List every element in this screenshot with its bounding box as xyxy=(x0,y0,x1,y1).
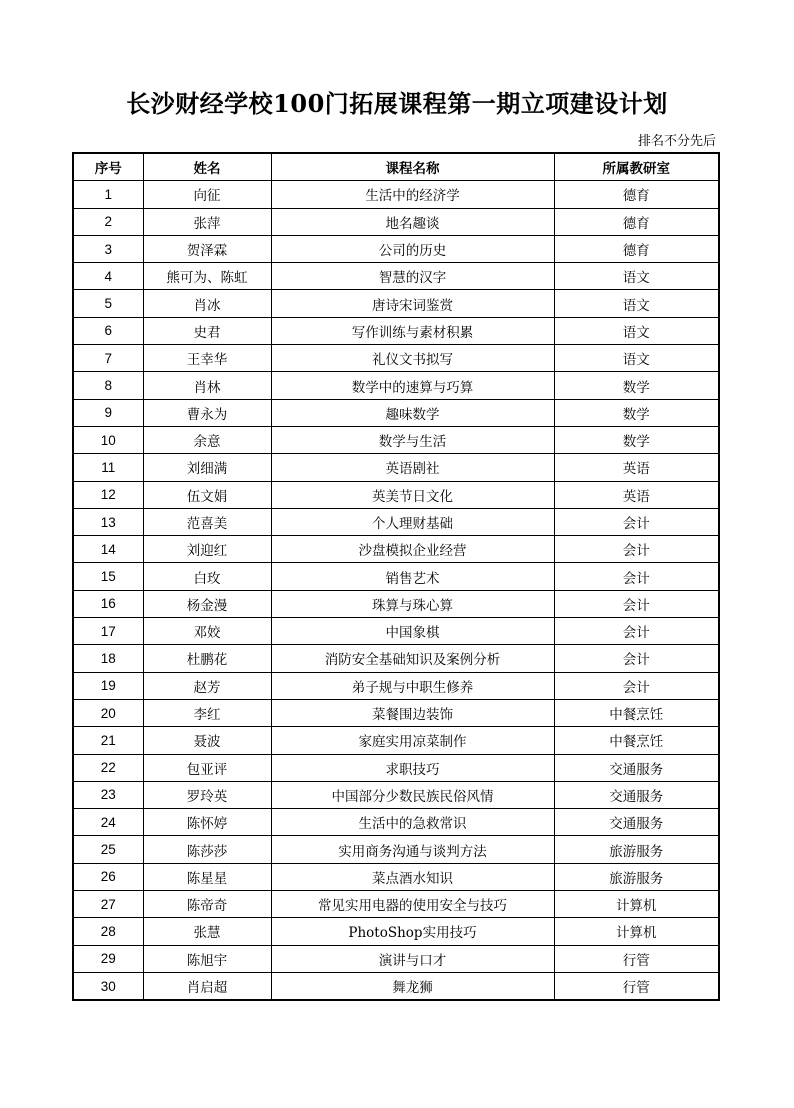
cell-department: 数学 xyxy=(554,426,719,453)
course-table xyxy=(72,152,720,1001)
cell-name: 肖冰 xyxy=(143,290,271,317)
table-row xyxy=(73,290,719,317)
cell-index: 3 xyxy=(73,235,143,262)
table-row xyxy=(73,235,719,262)
cell-course: 中国部分少数民族民俗风情 xyxy=(271,781,554,808)
cell-department: 计算机 xyxy=(554,891,719,918)
cell-name: 李红 xyxy=(143,699,271,726)
cell-index: 28 xyxy=(73,918,143,945)
table-header-row xyxy=(73,153,719,181)
cell-index: 26 xyxy=(73,863,143,890)
table-row xyxy=(73,481,719,508)
cell-name: 刘迎红 xyxy=(143,536,271,563)
cell-course: 菜点酒水知识 xyxy=(271,863,554,890)
cell-name: 张慧 xyxy=(143,918,271,945)
cell-index: 6 xyxy=(73,317,143,344)
cell-department: 会计 xyxy=(554,672,719,699)
cell-index: 16 xyxy=(73,590,143,617)
cell-index: 23 xyxy=(73,781,143,808)
table-row xyxy=(73,672,719,699)
cell-course: 写作训练与素材积累 xyxy=(271,317,554,344)
cell-index: 9 xyxy=(73,399,143,426)
table-row xyxy=(73,918,719,945)
cell-index: 12 xyxy=(73,481,143,508)
cell-index: 29 xyxy=(73,945,143,972)
cell-course: 英语剧社 xyxy=(271,454,554,481)
table-row xyxy=(73,208,719,235)
table-row xyxy=(73,891,719,918)
table-row xyxy=(73,263,719,290)
cell-index: 25 xyxy=(73,836,143,863)
table-row xyxy=(73,372,719,399)
table-row xyxy=(73,590,719,617)
cell-name: 曹永为 xyxy=(143,399,271,426)
cell-index: 15 xyxy=(73,563,143,590)
table-row xyxy=(73,508,719,535)
cell-course: 常见实用电器的使用安全与技巧 xyxy=(271,891,554,918)
table-row xyxy=(73,863,719,890)
cell-index: 2 xyxy=(73,208,143,235)
cell-course: 求职技巧 xyxy=(271,754,554,781)
cell-index: 1 xyxy=(73,181,143,208)
cell-course: 数学与生活 xyxy=(271,426,554,453)
cell-department: 数学 xyxy=(554,372,719,399)
cell-department: 会计 xyxy=(554,563,719,590)
cell-course: 菜餐围边装饰 xyxy=(271,699,554,726)
cell-course: 公司的历史 xyxy=(271,235,554,262)
cell-department: 行管 xyxy=(554,972,719,1000)
cell-name: 肖启超 xyxy=(143,972,271,1000)
cell-department: 交通服务 xyxy=(554,809,719,836)
table-row xyxy=(73,563,719,590)
table-row xyxy=(73,754,719,781)
cell-index: 30 xyxy=(73,972,143,1000)
cell-department: 会计 xyxy=(554,508,719,535)
cell-name: 刘细满 xyxy=(143,454,271,481)
cell-course: 趣味数学 xyxy=(271,399,554,426)
cell-department: 会计 xyxy=(554,618,719,645)
cell-course: 中国象棋 xyxy=(271,618,554,645)
cell-name: 包亚评 xyxy=(143,754,271,781)
table-row xyxy=(73,181,719,208)
cell-department: 会计 xyxy=(554,590,719,617)
page-title: 长沙财经学校100门拓展课程第一期立项建设计划 xyxy=(126,89,668,118)
cell-name: 白玫 xyxy=(143,563,271,590)
cell-department: 德育 xyxy=(554,208,719,235)
table-row xyxy=(73,836,719,863)
cell-department: 中餐烹饪 xyxy=(554,727,719,754)
table-row xyxy=(73,426,719,453)
header-name: 姓名 xyxy=(143,153,271,181)
header-department: 所属教研室 xyxy=(554,153,719,181)
ranking-note: 排名不分先后 xyxy=(637,134,716,149)
cell-department: 数学 xyxy=(554,399,719,426)
cell-course: 珠算与珠心算 xyxy=(271,590,554,617)
cell-index: 24 xyxy=(73,809,143,836)
cell-name: 杜鹏花 xyxy=(143,645,271,672)
cell-department: 语文 xyxy=(554,290,719,317)
cell-name: 陈莎莎 xyxy=(143,836,271,863)
cell-name: 余意 xyxy=(143,426,271,453)
cell-name: 贺泽霖 xyxy=(143,235,271,262)
cell-index: 21 xyxy=(73,727,143,754)
cell-index: 19 xyxy=(73,672,143,699)
table-row xyxy=(73,781,719,808)
cell-course: 数学中的速算与巧算 xyxy=(271,372,554,399)
cell-course: 个人理财基础 xyxy=(271,508,554,535)
cell-name: 陈帝奇 xyxy=(143,891,271,918)
cell-course: 智慧的汉字 xyxy=(271,263,554,290)
cell-name: 肖林 xyxy=(143,372,271,399)
table-row xyxy=(73,536,719,563)
table-row xyxy=(73,317,719,344)
table-row xyxy=(73,399,719,426)
cell-course: 礼仪文书拟写 xyxy=(271,345,554,372)
cell-index: 20 xyxy=(73,699,143,726)
cell-name: 张萍 xyxy=(143,208,271,235)
cell-course: PhotoShop实用技巧 xyxy=(271,918,554,945)
cell-index: 22 xyxy=(73,754,143,781)
cell-course: 英美节日文化 xyxy=(271,481,554,508)
cell-department: 德育 xyxy=(554,181,719,208)
cell-department: 英语 xyxy=(554,481,719,508)
table-row xyxy=(73,727,719,754)
cell-name: 罗玲英 xyxy=(143,781,271,808)
cell-name: 邓姣 xyxy=(143,618,271,645)
cell-department: 交通服务 xyxy=(554,781,719,808)
cell-course: 唐诗宋词鉴赏 xyxy=(271,290,554,317)
header-index: 序号 xyxy=(73,153,143,181)
cell-department: 交通服务 xyxy=(554,754,719,781)
cell-index: 13 xyxy=(73,508,143,535)
cell-course: 生活中的急救常识 xyxy=(271,809,554,836)
header-course: 课程名称 xyxy=(271,153,554,181)
cell-department: 德育 xyxy=(554,235,719,262)
cell-department: 中餐烹饪 xyxy=(554,699,719,726)
cell-course: 生活中的经济学 xyxy=(271,181,554,208)
cell-index: 14 xyxy=(73,536,143,563)
cell-department: 行管 xyxy=(554,945,719,972)
cell-department: 旅游服务 xyxy=(554,836,719,863)
table-row xyxy=(73,645,719,672)
cell-index: 11 xyxy=(73,454,143,481)
cell-department: 旅游服务 xyxy=(554,863,719,890)
cell-course: 实用商务沟通与谈判方法 xyxy=(271,836,554,863)
cell-department: 语文 xyxy=(554,263,719,290)
cell-name: 伍文娟 xyxy=(143,481,271,508)
cell-course: 沙盘模拟企业经营 xyxy=(271,536,554,563)
cell-department: 英语 xyxy=(554,454,719,481)
table-row xyxy=(73,945,719,972)
table-row xyxy=(73,809,719,836)
cell-course: 弟子规与中职生修养 xyxy=(271,672,554,699)
cell-name: 王幸华 xyxy=(143,345,271,372)
cell-name: 陈星星 xyxy=(143,863,271,890)
cell-course: 销售艺术 xyxy=(271,563,554,590)
cell-index: 8 xyxy=(73,372,143,399)
cell-index: 17 xyxy=(73,618,143,645)
cell-course: 消防安全基础知识及案例分析 xyxy=(271,645,554,672)
cell-course: 演讲与口才 xyxy=(271,945,554,972)
cell-course: 地名趣谈 xyxy=(271,208,554,235)
table-row xyxy=(73,345,719,372)
cell-department: 语文 xyxy=(554,317,719,344)
cell-name: 赵芳 xyxy=(143,672,271,699)
cell-course: 家庭实用凉菜制作 xyxy=(271,727,554,754)
cell-name: 杨金漫 xyxy=(143,590,271,617)
table-body xyxy=(73,181,719,1000)
cell-index: 7 xyxy=(73,345,143,372)
table-row xyxy=(73,618,719,645)
cell-index: 18 xyxy=(73,645,143,672)
cell-department: 语文 xyxy=(554,345,719,372)
table-row xyxy=(73,699,719,726)
cell-index: 4 xyxy=(73,263,143,290)
table-row xyxy=(73,972,719,1000)
cell-name: 向征 xyxy=(143,181,271,208)
cell-name: 陈怀婷 xyxy=(143,809,271,836)
cell-name: 史君 xyxy=(143,317,271,344)
cell-department: 会计 xyxy=(554,645,719,672)
cell-index: 5 xyxy=(73,290,143,317)
cell-index: 10 xyxy=(73,426,143,453)
cell-name: 聂波 xyxy=(143,727,271,754)
table-row xyxy=(73,454,719,481)
cell-name: 范喜美 xyxy=(143,508,271,535)
cell-name: 熊可为、陈虹 xyxy=(143,263,271,290)
cell-name: 陈旭宇 xyxy=(143,945,271,972)
cell-course: 舞龙狮 xyxy=(271,972,554,1000)
cell-index: 27 xyxy=(73,891,143,918)
cell-department: 会计 xyxy=(554,536,719,563)
cell-department: 计算机 xyxy=(554,918,719,945)
